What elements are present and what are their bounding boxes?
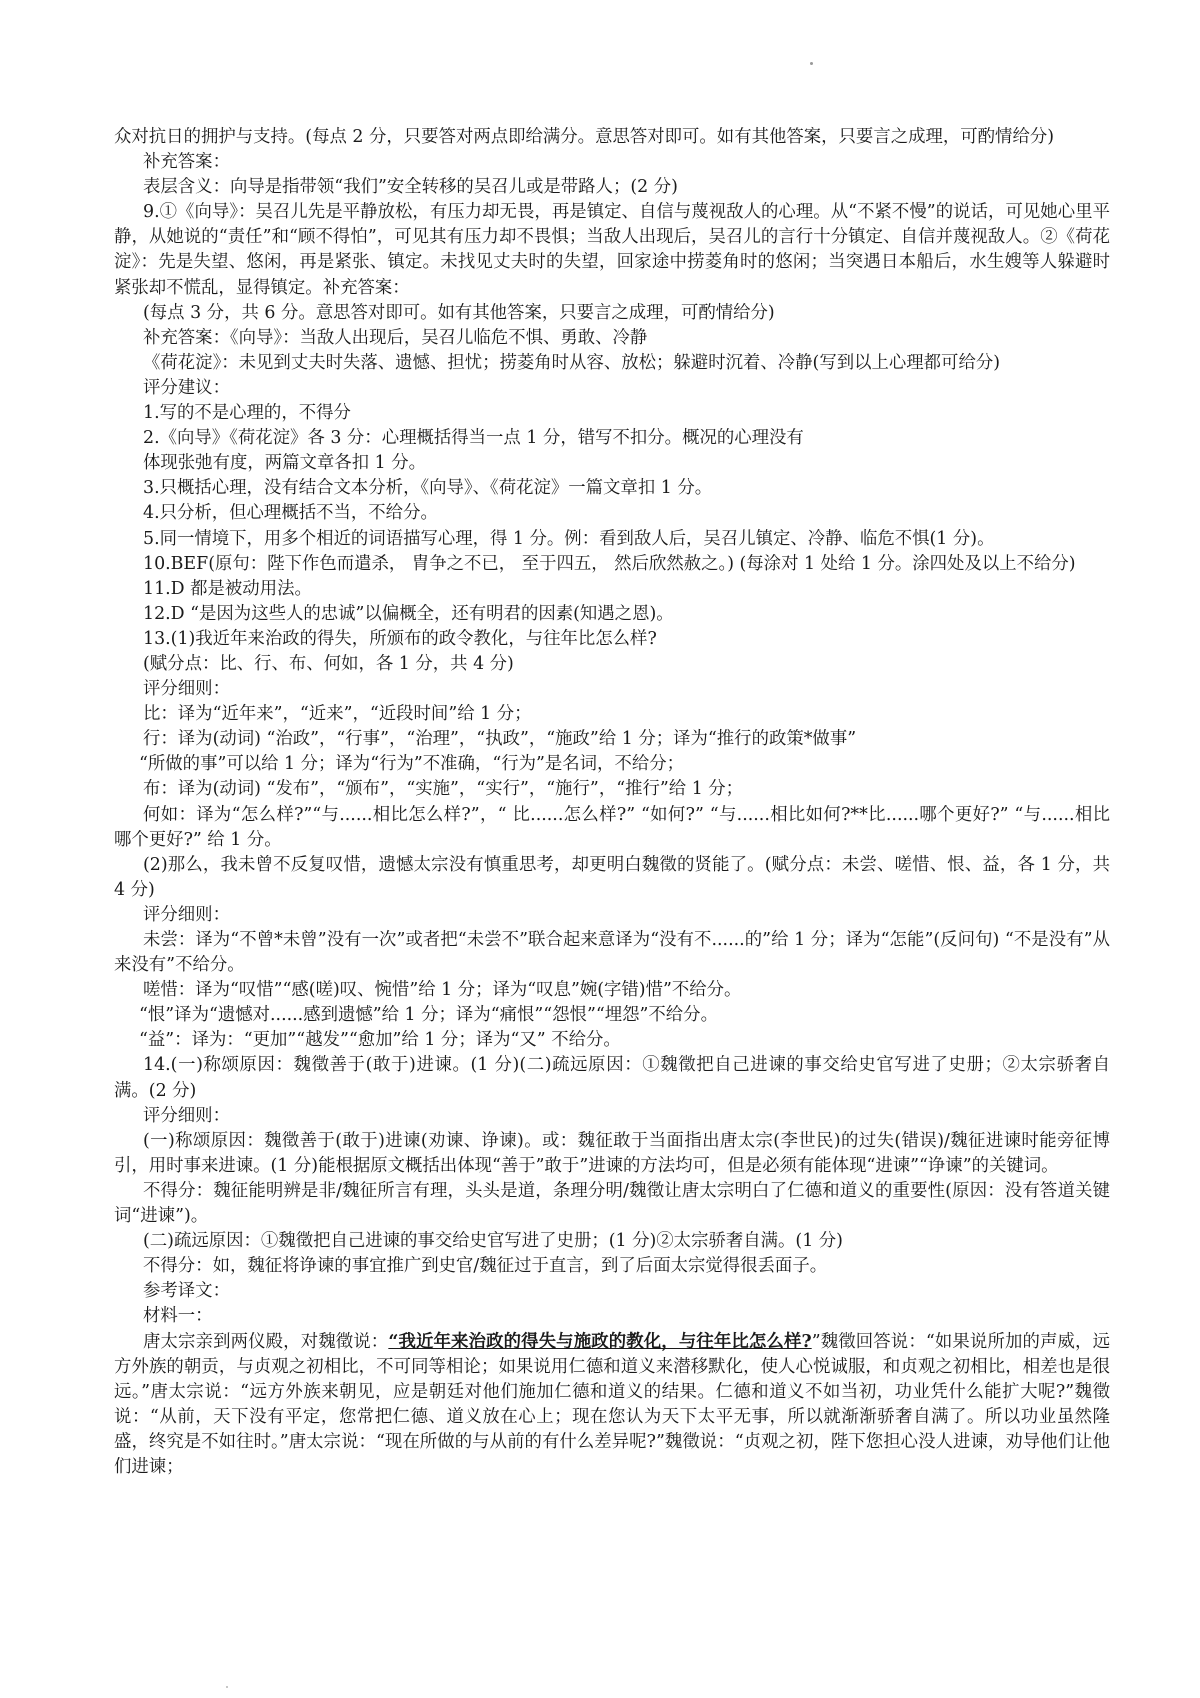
paragraph	[114, 451, 1110, 476]
paragraph	[114, 928, 1110, 978]
paragraph-text: 9.①《向导》：吴召儿先是平静放松，有压力却无畏，再是镇定、自信与蔑视敌人的心理。从“不紧不慢”的说话，可见她心里平静，从她说的“责任”和“顾不得怕”，可见其有压力却不畏惧；当敌人出现后，吴召儿的言行十分镇定、自信并蔑视敌人。②《荷花淀》：先是失望、悠闲，再是紧张、镇定。未找见丈夫时的失望，回家途中捞菱角时的悠闲；当突遇日本船后，水生嫂等人躲避时紧张却不慌乱，显得镇定。补充答案：	[114, 202, 1110, 298]
paragraph	[114, 1254, 1110, 1279]
paragraph-text: 不得分：魏征能明辨是非/魏征所言有理，头头是道，条理分明/魏徵让唐太宗明白了仁德和道义的重要性(原因：没有答道关键词“进谏”)。	[114, 1180, 1110, 1227]
paragraph-text: 众对抗日的拥护与支持。(每点 2 分，只要答对两点即给满分。意思答对即可。如有其他答案，只要言之成理，可酌情给分)	[114, 127, 1055, 147]
paragraph	[114, 527, 1110, 552]
paragraph	[114, 752, 1110, 777]
paragraph-text: 评分细则：	[143, 904, 230, 925]
paragraph-text: 未尝：译为“不曾*未曾”没有一次”或者把“未尝不”联合起来意译为“没有不......的”给 1 分；译为“怎能”(反问句) “不是没有”从来没有”不给分。	[114, 930, 1110, 976]
paragraph-text: “益”：译为：“更加”“越发”“愈加”给 1 分；译为“又” 不给分。	[139, 1030, 621, 1051]
paragraph	[114, 175, 1110, 200]
paragraph	[114, 1028, 1110, 1053]
paragraph-text: 不得分：如，魏征将诤谏的事宜推广到史官/魏征过于直言，到了后面太宗觉得很丢面子。	[143, 1256, 828, 1277]
paragraph-text: 比：译为“近年来”，“近来”，“近段时间”给 1 分；	[143, 704, 532, 725]
paragraph-text: 何如：译为“怎么样?”“与......相比怎么样?”，“ 比......怎么样?” “如何?” “与......相比如何?**比......哪个更好?” “与......相比哪个更好?” 给 1 分。	[114, 804, 1110, 850]
paragraph-text: 评分细则：	[143, 1105, 230, 1126]
paragraph	[114, 326, 1110, 351]
paragraph	[114, 376, 1110, 401]
paragraph-text: “恨”译为“遗憾对......感到遗憾”给 1 分；译为“痛恨”“怨恨”“埋怨”不给分。	[139, 1005, 718, 1026]
paragraph-text: 3.只概括心理，没有结合文本分析，《向导》、《荷花淀》一篇文章扣 1 分。	[143, 478, 713, 499]
paragraph-text: 10.BEF(原句：陛下作色而遣杀， 胄争之不已， 至于四五， 然后欣然赦之。) (每涂对 1 处给 1 分。涂四处及以上不给分)	[143, 553, 1076, 574]
paragraph-text: 5.同一情境下，用多个相近的词语描写心理，得 1 分。例：看到敌人后，吴召儿镇定、冷静、临危不惧(1 分)。	[143, 528, 995, 549]
paragraph	[114, 1179, 1110, 1229]
paragraph-text: (一)称颂原因：魏徵善于(敢于)进谏(劝谏、诤谏)。或：魏征敢于当面指出唐太宗(李世民)的过失(错误)/魏征进谏时能旁征博引，用时事来进谏。(1 分)能根据原文概括出体现“善于”敢于”进谏的方法均可，但是必须有能体现“进谏”“诤谏”的关键词。	[114, 1130, 1110, 1176]
paragraph	[114, 1129, 1110, 1179]
paragraph-text: 嗟惜：译为“叹惜”“感(嗟)叹、惋惜”给 1 分；译为“叹息”婉(字错)惜”不给分。	[143, 980, 742, 1001]
paragraph	[114, 1279, 1110, 1304]
paragraph-text: 补充答案：《向导》：当敌人出现后，吴召儿临危不惧、勇敢、冷静	[143, 327, 648, 348]
paragraph	[114, 853, 1110, 903]
paragraph	[114, 1003, 1110, 1028]
paragraph-text: 布：译为(动词) “发布”，“颁布”，“实施”，“实行”，“施行”，“推行”给 1 分；	[143, 779, 744, 800]
paragraph-text: (赋分点：比、行、布、何如，各 1 分，共 4 分)	[143, 653, 514, 674]
paragraph	[114, 125, 1110, 150]
paragraph-text: 14.(一)称颂原因：魏徵善于(敢于)进谏。(1 分)(二)疏远原因：①魏徵把自己进谏的事交给史官写进了史册；②太宗骄奢自满。(2 分)	[114, 1055, 1110, 1101]
paragraph	[114, 727, 1110, 752]
paragraph	[114, 1304, 1110, 1329]
paragraph-text: 13.(1)我近年来治政的得失，所颁布的政令教化，与往年比怎么样?	[143, 628, 657, 649]
document-body	[114, 125, 1110, 1480]
paragraph	[114, 978, 1110, 1003]
paragraph-text: 参考译文：	[143, 1281, 230, 1302]
paragraph	[114, 602, 1110, 627]
paragraph-text: 4.只分析，但心理概括不当，不给分。	[143, 503, 438, 524]
scan-speck	[810, 62, 813, 65]
paragraph-text-continued: ”魏徵回答说：“如果说所加的声威，远方外族的朝贡，与贞观之初相比，不可同等相论；如果说用仁德和道义来潜移默化，使人心悦诚服，和贞观之初相比，相差也是很远。”唐太宗说：“远方外族来朝见，应是朝廷对他们施加仁德和道义的结果。仁德和道义不如当初，功业凭什么能扩大呢?”魏徵说：“从前，天下没有平定，您常把仁德、道义放在心上；现在您认为天下太平无事，所以就渐渐骄奢自满了。所以功业虽然隆盛，终究是不如往时。”唐太宗说：“现在所做的与从前的有什么差异呢?”魏徵说：“贞观之初，陛下您担心没人进谏，劝导他们让他们进谏；	[114, 1331, 1110, 1477]
paragraph	[114, 426, 1110, 451]
paragraph-text: 行：译为(动词) “治政”，“行事”，“治理”，“执政”，“施政”给 1 分；译为“推行的政策*做事”	[143, 729, 857, 750]
scan-speck	[226, 1686, 228, 1688]
paragraph	[114, 803, 1110, 853]
paragraph	[114, 577, 1110, 602]
paragraph-text: 表层含义：向导是指带领“我们”安全转移的吴召儿或是带路人；(2 分)	[143, 177, 678, 198]
paragraph-text: 体现张弛有度，两篇文章各扣 1 分。	[143, 453, 426, 474]
emphasized-quote: “我近年来治政的得失与施政的教化，与往年比怎么样?	[388, 1331, 812, 1352]
paragraph	[114, 777, 1110, 802]
paragraph-text: “所做的事”可以给 1 分；译为“行为”不准确，“行为”是名词，不给分；	[139, 754, 685, 775]
paragraph	[114, 627, 1110, 652]
paragraph-text: 评分细则：	[143, 679, 230, 700]
paragraph-text: 11.D 都是被动用法。	[143, 578, 312, 599]
paragraph	[114, 1330, 1110, 1481]
paragraph-text: 评分建议：	[143, 377, 230, 398]
paragraph-text: (2)那么，我未曾不反复叹惜，遗憾太宗没有慎重思考，却更明白魏徵的贤能了。(赋分点：未尝、嗟惜、恨、益，各 1 分，共 4 分)	[114, 854, 1110, 900]
paragraph	[114, 150, 1110, 175]
paragraph-text: 2.《向导》《荷花淀》各 3 分：心理概括得当一点 1 分，错写不扣分。概况的心理没有	[143, 428, 804, 449]
paragraph	[114, 200, 1110, 300]
paragraph	[114, 1229, 1110, 1254]
paragraph-text: 材料一：	[143, 1306, 213, 1327]
paragraph	[114, 1053, 1110, 1103]
paragraph-text: 补充答案：	[143, 152, 230, 173]
paragraph	[114, 351, 1110, 376]
paragraph	[114, 702, 1110, 727]
paragraph	[114, 677, 1110, 702]
paragraph	[114, 501, 1110, 526]
paragraph-text: (二)疏远原因：①魏徵把自己进谏的事交给史官写进了史册；(1 分)②太宗骄奢自满。(1 分)	[143, 1231, 843, 1252]
paragraph	[114, 401, 1110, 426]
paragraph	[114, 903, 1110, 928]
paragraph	[114, 1104, 1110, 1129]
paragraph-text: 唐太宗亲到两仪殿，对魏徵说：	[143, 1331, 389, 1352]
paragraph-text: 《荷花淀》：未见到丈夫时失落、遗憾、担忧；捞菱角时从容、放松；躲避时沉着、冷静(写到以上心理都可给分)	[143, 352, 1001, 373]
paragraph-text: 12.D “是因为这些人的忠诚”以偏概全，还有明君的因素(知遇之恩)。	[143, 603, 674, 624]
paragraph-text: (每点 3 分，共 6 分。意思答对即可。如有其他答案，只要言之成理，可酌情给分)	[143, 302, 775, 323]
paragraph	[114, 301, 1110, 326]
paragraph	[114, 476, 1110, 501]
paragraph	[114, 552, 1110, 577]
paragraph-text: 1.写的不是心理的，不得分	[143, 403, 351, 424]
paragraph	[114, 652, 1110, 677]
